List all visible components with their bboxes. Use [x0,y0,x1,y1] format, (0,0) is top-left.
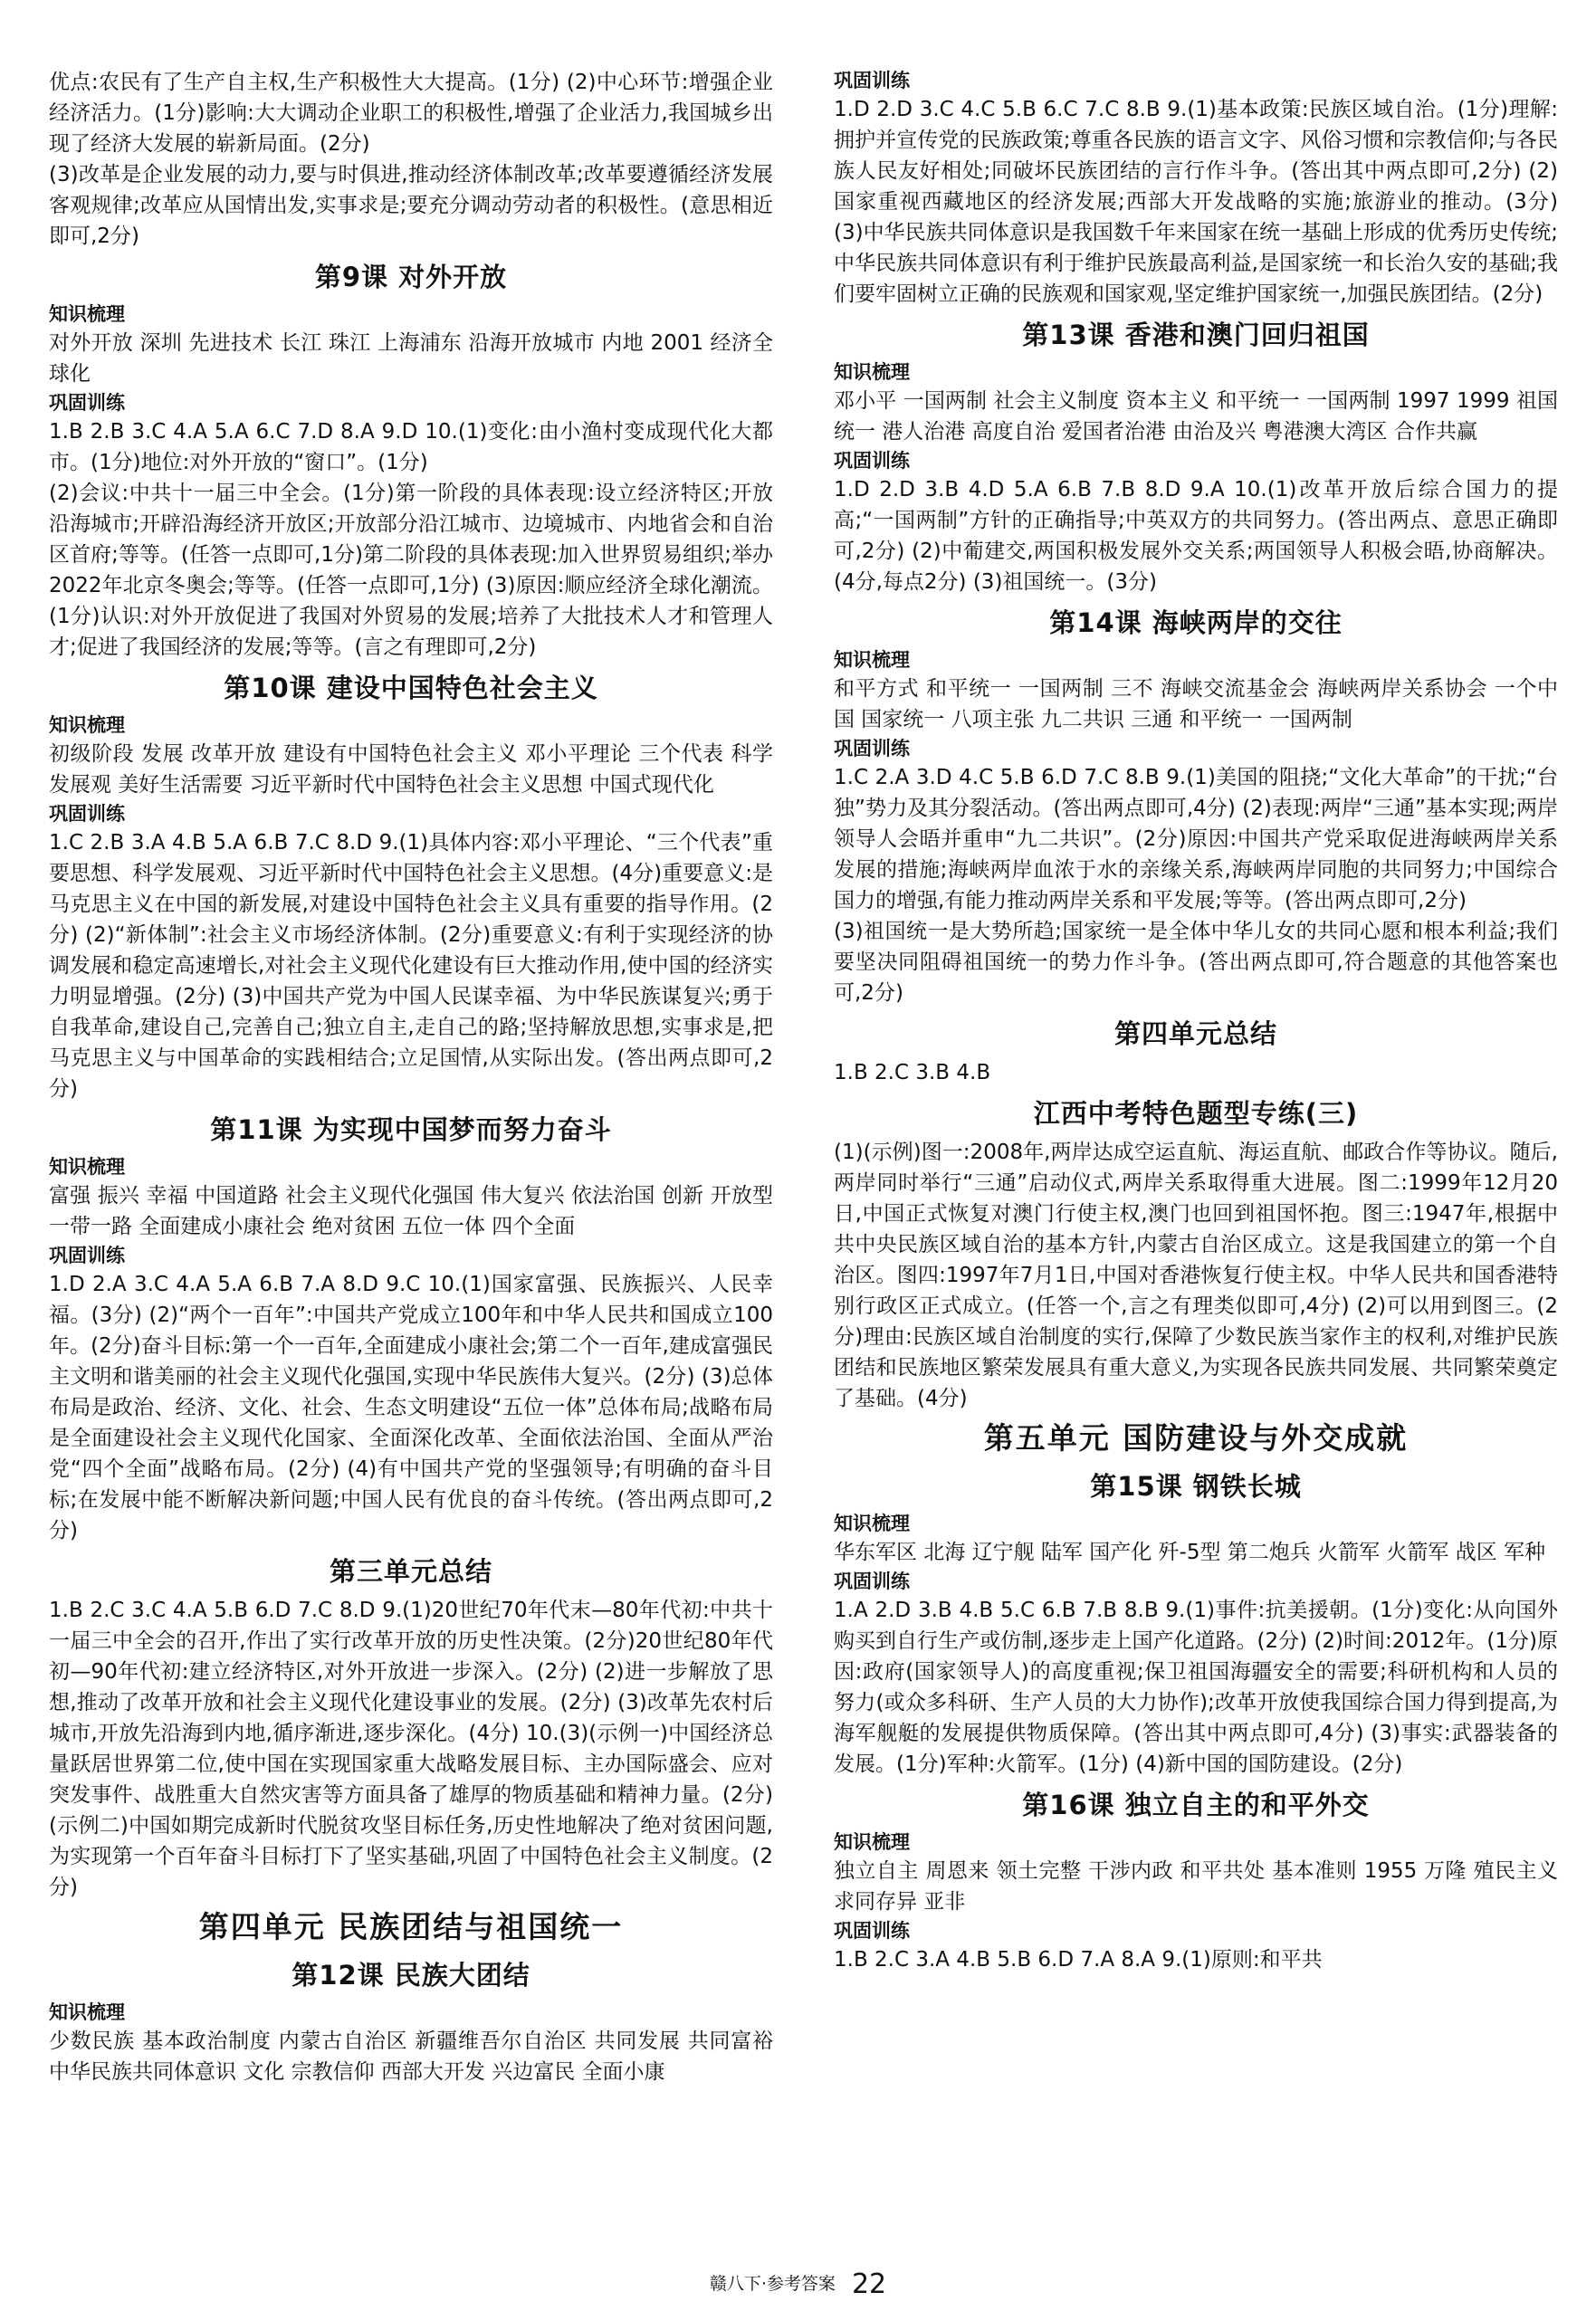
section-label: 巩固训练 [49,803,125,825]
section-label: 知识梳理 [49,303,125,325]
unit-3-summary-title: 第三单元总结 [329,1556,492,1587]
exercise-answers: 1.C 2.B 3.A 4.B 5.A 6.B 7.C 8.D 9.(1)具体内容:邓小平理论、“三个代表”重要思想、科学发展观、习近平新时代中国特色社会主义思想。(4分)重要意义:是马克思主义在中国的新发展,对建设中国特色社会主义具有重要的指导作用。(2分) (2)“新体制”:社会主义市场经济体制。(2分)重要意义:有利于实现经济的协调发展和稳定高速增长,对社会主义现代化建设有巨大推动作用,使中国的经济实力明显增强。(2分) (3)中国共产党为中国人民谋幸福、为中华民族谋复兴;勇于自我革命,建设自己,完善自己;独立自主,走自己的路;坚持解放思想,实事求是,把马克思主义与中国革命的实践相结合;立足国情,从实际出发。(答出两点即可,2分) [49,831,773,1101]
section-label: 知识梳理 [834,1831,910,1853]
section-label: 巩固训练 [834,450,910,472]
section-label: 巩固训练 [834,1920,910,1942]
exercise-answers: 1.B 2.C 3.B 4.B [834,1061,991,1084]
section-label: 巩固训练 [834,1571,910,1592]
right-column [834,67,1558,1975]
knowledge-terms: 少数民族 基本政治制度 内蒙古自治区 新疆维吾尔自治区 共同发展 共同富裕 中华民族共同体意识 文化 宗教信仰 西部大开发 兴边富民 全面小康 [49,2029,773,2084]
lesson-14-title: 第14课 海峡两岸的交往 [1049,607,1343,638]
lesson-16-title: 第16课 独立自主的和平外交 [1022,1790,1370,1820]
section-label: 巩固训练 [834,738,910,759]
exercise-answers: (3)祖国统一是大势所趋;国家统一是全体中华儿女的共同心愿和根本利益;我们要坚决同阻碍祖国统一的势力作斗争。(答出两点即可,符合题意的其他答案也可,2分) [834,920,1558,1005]
answer-block: 优点:农民有了生产自主权,生产积极性大大提高。(1分) (2)中心环节:增强企业经济活力。(1分)影响:大大调动企业职工的积极性,增强了企业活力,我国城乡出现了经济大发展的崭新局面。(2分) [49,71,773,156]
answer-block: (3)改革是企业发展的动力,要与时俱进,推动经济体制改革;改革要遵循经济发展客观规律;改革应从国情出发,实事求是;要充分调动劳动者的积极性。(意思相近即可,2分) [49,163,773,248]
knowledge-terms: 对外开放 深圳 先进技术 长江 珠江 上海浦东 沿海开放城市 内地 2001 经济全球化 [49,331,773,386]
page-number: 22 [851,2268,887,2300]
knowledge-terms: 初级阶段 发展 改革开放 建设有中国特色社会主义 邓小平理论 三个代表 科学发展观 美好生活需要 习近平新时代中国特色社会主义思想 中国式现代化 [49,742,773,797]
section-label: 知识梳理 [49,714,125,736]
lesson-10-title: 第10课 建设中国特色社会主义 [224,673,598,703]
unit-4-summary-title: 第四单元总结 [1113,1018,1277,1049]
left-column [49,67,773,2087]
exercise-answers: 1.C 2.A 3.D 4.C 5.B 6.D 7.C 8.B 9.(1)美国的阻挠;“文化大革命”的干扰;“台独”势力及其分裂活动。(答出两点即可,4分) (2)表现:两岸“三通”基本实现;两岸领导人会晤并重申“九二共识”。(2分)原因:中国共产党采取促进海峡两岸关系发展的措施;海峡两岸血浓于水的亲缘关系,海峡两岸同胞的共同努力;中国综合国力的增强,有能力推动两岸关系和平发展;等等。(答出两点即可,2分) [834,766,1558,912]
lesson-9-title: 第9课 对外开放 [314,262,508,292]
exercise-answers: (1)(示例)图一:2008年,两岸达成空运直航、海运直航、邮政合作等协议。随后,两岸同时举行“三通”启动仪式,两岸关系取得重大进展。图二:1999年12月20日,中国正式恢复对澳门行使主权,澳门也回到祖国怀抱。图三:1947年,根据中共中央民族区域自治的基本方针,内蒙古自治区成立。这是我国建立的第一个自治区。图四:1997年7月1日,中国对香港恢复行使主权。中华人民共和国香港特别行政区正式成立。(任答一个,言之有理类似即可,4分) (2)可以用到图三。(2分)理由:民族区域自治制度的实行,保障了少数民族当家作主的权利,对维护民族团结和民族地区繁荣发展具有重大意义,为实现各民族共同发展、共同繁荣奠定了基础。(4分) [834,1141,1558,1410]
lesson-11-title: 第11课 为实现中国梦而努力奋斗 [210,1114,612,1145]
lesson-15-title: 第15课 钢铁长城 [1090,1471,1302,1502]
unit-5-title: 第五单元 国防建设与外交成就 [983,1420,1409,1456]
lesson-12-title: 第12课 民族大团结 [291,1960,530,1991]
jiangxi-special-title: 江西中考特色题型专练(三) [1033,1098,1359,1129]
lesson-13-title: 第13课 香港和澳门回归祖国 [1022,320,1370,350]
knowledge-terms: 富强 振兴 幸福 中国道路 社会主义现代化强国 伟大复兴 依法治国 创新 开放型 一带一路 全面建成小康社会 绝对贫困 五位一体 四个全面 [49,1184,773,1238]
section-label: 巩固训练 [49,1245,125,1266]
exercise-answers: 1.A 2.D 3.B 4.B 5.C 6.B 7.B 8.B 9.(1)事件:抗美援朝。(1分)变化:从向国外购买到自行生产或仿制,逐步走上国产化道路。(2分) (2)时间:2012年。(1分)原因:政府(国家领导人)的高度重视;保卫祖国海疆安全的需要;科研机构和人员的努力(或众多科研、生产人员的大力协作);改革开放使我国综合国力得到提高,为海军舰艇的发展提供物质保障。(答出其中两点即可,4分) (3)事实:武器装备的发展。(1分)军种:火箭军。(1分) (4)新中国的国防建设。(2分) [834,1599,1558,1776]
exercise-answers: 1.D 2.A 3.C 4.A 5.A 6.B 7.A 8.D 9.C 10.(1)国家富强、民族振兴、人民幸福。(3分) (2)“两个一百年”:中国共产党成立100年和中华人民共和国成立100年。(2分)奋斗目标:第一个一百年,全面建成小康社会;第二个一百年,建成富强民主文明和谐美丽的社会主义现代化强国,实现中华民族伟大复兴。(2分) (3)总体布局是政治、经济、文化、社会、生态文明建设“五位一体”总体布局;战略布局是全面建设社会主义现代化国家、全面深化改革、全面依法治国、全面从严治党“四个全面”战略布局。(2分) (4)有中国共产党的坚强领导;有明确的奋斗目标;在发展中能不断解决新问题;中国人民有优良的奋斗传统。(答出两点即可,2分) [49,1273,773,1542]
knowledge-terms: 邓小平 一国两制 社会主义制度 资本主义 和平统一 一国两制 1997 1999 祖国统一 港人治港 高度自治 爱国者治港 由治及兴 粤港澳大湾区 合作共赢 [834,389,1558,444]
knowledge-terms: 独立自主 周恩来 领土完整 干涉内政 和平共处 基本准则 1955 万隆 殖民主义 求同存异 亚非 [834,1859,1558,1914]
exercise-answers: 1.B 2.C 3.A 4.B 5.B 6.D 7.A 8.A 9.(1)原则:和平共 [834,1948,1323,1972]
exercise-answers: 1.D 2.D 3.C 4.C 5.B 6.C 7.C 8.B 9.(1)基本政策:民族区域自治。(1分)理解:拥护并宣传党的民族政策;尊重各民族的语言文字、风俗习惯和宗教信仰;与各民族人民友好相处;同破坏民族团结的言行作斗争。(答出其中两点即可,2分) (2)国家重视西藏地区的经济发展;西部大开发战略的实施;旅游业的推动。(3分) (3)中华民族共同体意识是我国数千年来国家在统一基础上形成的优秀历史传统;中华民族共同体意识有利于维护民族最高利益,是国家统一和长治久安的基础;我们要牢固树立正确的民族观和国家观,坚定维护国家统一,加强民族团结。(2分) [834,98,1558,306]
section-label: 巩固训练 [49,392,125,414]
knowledge-terms: 华东军区 北海 辽宁舰 陆军 国产化 歼-5型 第二炮兵 火箭军 火箭军 战区 军种 [834,1541,1546,1564]
footer-label: 赣八下·参考答案 [709,2274,836,2294]
exercise-answers: 1.D 2.D 3.B 4.D 5.A 6.B 7.B 8.D 9.A 10.(1)改革开放后综合国力的提高;“一国两制”方针的正确指导;中英双方的共同努力。(答出两点、意思正确即可,2分) (2)中葡建交,两国积极发展外交关系;两国领导人积极会晤,协商解决。(4分,每点2分) (3)祖国统一。(3分) [834,478,1558,594]
unit-4-title: 第四单元 民族团结与祖国统一 [198,1909,624,1944]
knowledge-terms: 和平方式 和平统一 一国两制 三不 海峡交流基金会 海峡两岸关系协会 一个中国 国家统一 八项主张 九二共识 三通 和平统一 一国两制 [834,677,1558,731]
section-label: 知识梳理 [49,2001,125,2023]
section-label: 知识梳理 [834,361,910,383]
section-label: 知识梳理 [834,1513,910,1534]
section-label: 知识梳理 [49,1156,125,1178]
exercise-answers: (2)会议:中共十一届三中全会。(1分)第一阶段的具体表现:设立经济特区;开放沿海城市;开辟沿海经济开放区;开放部分沿江城市、边境城市、内地省会和自治区首府;等等。(任答一点即可,1分)第二阶段的具体表现:加入世界贸易组织;举办2022年北京冬奥会;等等。(任答一点即可,1分) (3)原因:顺应经济全球化潮流。(1分)认识:对外开放促进了我国对外贸易的发展;培养了大批技术人才和管理人才;促进了我国经济的发展;等等。(言之有理即可,2分) [49,482,773,659]
exercise-answers: 1.B 2.B 3.C 4.A 5.A 6.C 7.D 8.A 9.D 10.(1)变化:由小渔村变成现代化大都市。(1分)地位:对外开放的“窗口”。(1分) [49,420,773,474]
section-label: 知识梳理 [834,649,910,671]
exercise-answers: 1.B 2.C 3.C 4.A 5.B 6.D 7.C 8.D 9.(1)20世纪70年代末—80年代初:中共十一届三中全会的召开,作出了实行改革开放的历史性决策。(2分)20世纪80年代初—90年代初:建立经济特区,对外开放进一步深入。(2分) (2)进一步解放了思想,推动了改革开放和社会主义现代化建设事业的发展。(2分) (3)改革先农村后城市,开放先沿海到内地,循序渐进,逐步深化。(4分) 10.(3)(示例一)中国经济总量跃居世界第二位,使中国在实现国家重大战略发展目标、主办国际盛会、应对突发事件、战胜重大自然灾害等方面具备了雄厚的物质基础和精神力量。(2分)(示例二)中国如期完成新时代脱贫攻坚目标任务,历史性地解决了绝对贫困问题,为实现第一个百年奋斗目标打下了坚实基础,巩固了中国特色社会主义制度。(2分) [49,1599,774,1899]
page-footer [0,2268,1596,2300]
section-label: 巩固训练 [834,70,910,91]
